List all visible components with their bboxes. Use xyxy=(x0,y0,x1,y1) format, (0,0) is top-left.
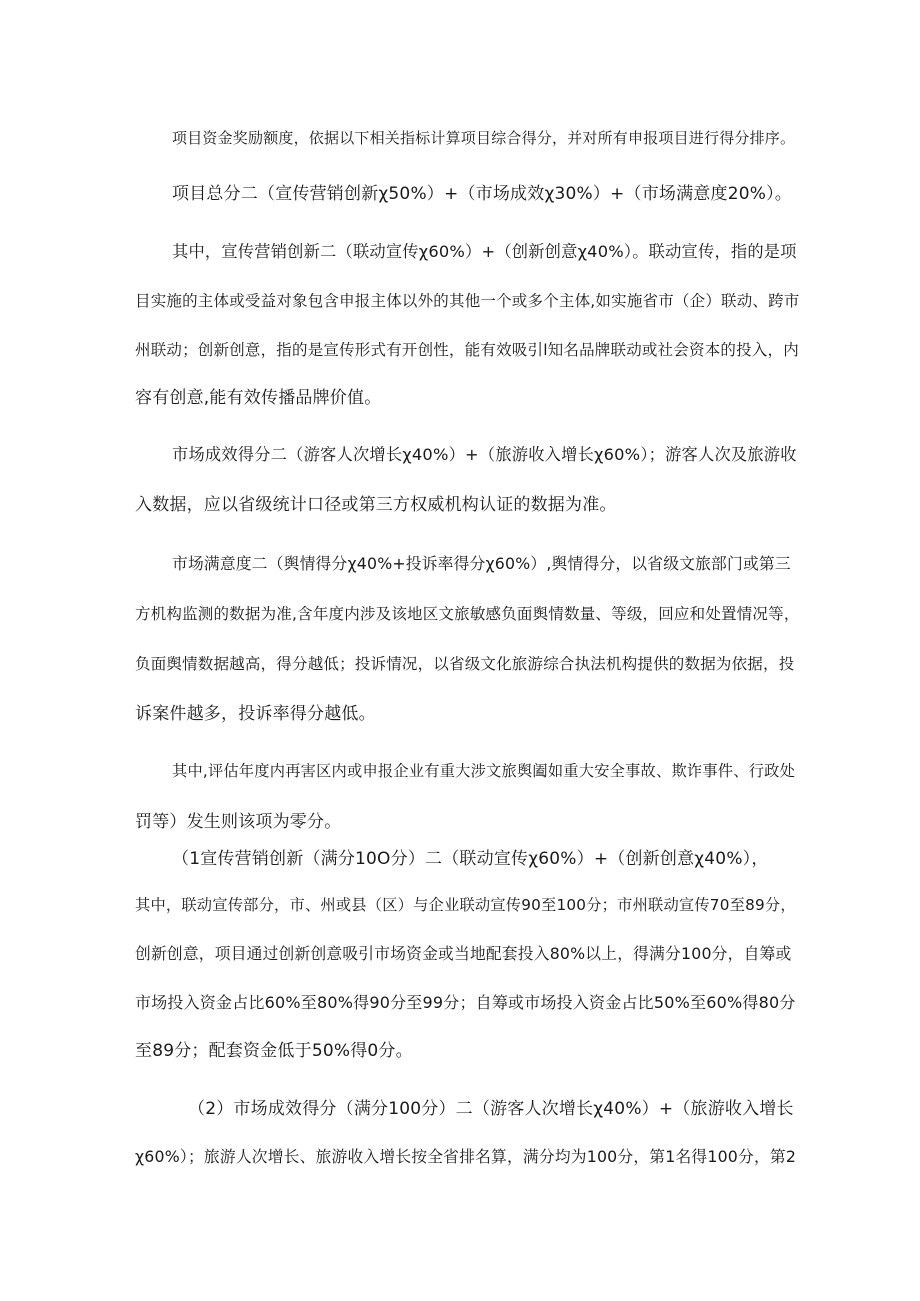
paragraph-line: 项目总分二（宣传营销创新χ50%）+（市场成效χ30%）+（市场满意度20%）。 xyxy=(172,184,792,204)
paragraph-line: 入数据，应以省级统计口径或第三方权威机构认证的数据为准。 xyxy=(135,495,617,515)
paragraph-line: 市场投入资金占比60%至80%得90分至99分；自筹或市场投入资金占比50%至60%得80分 xyxy=(135,993,796,1012)
paragraph-line: 方机构监测的数据为准,含年度内涉及该地区文旅敏感负面舆情数量、等级，回应和处置情况等， xyxy=(135,605,800,623)
paragraph-line: 市场成效得分二（游客人次增长χ40%）+（旅游收入增长χ60%）；游客人次及旅游收 xyxy=(172,445,797,464)
paragraph-line: 市场满意度二（舆情得分χ40%+投诉率得分χ60%）,舆情得分，以省级文旅部门或第三 xyxy=(172,554,791,573)
paragraph-line: 目实施的主体或受益对象包含申报主体以外的其他一个或多个主体,如实施省市（企）联动、跨市 xyxy=(135,292,800,310)
paragraph-line: （2）市场成效得分（满分100分）二（游客人次增长χ40%）+（旅游收入增长 xyxy=(188,1099,794,1119)
paragraph-line: 其中，宣传营销创新二（联动宣传χ60%）+（创新创意χ40%）。联动宣传，指的是项 xyxy=(172,242,797,261)
paragraph-line: 创新创意，项目通过创新创意吸引市场资金或当地配套投入80%以上，得满分100分，自筹或 xyxy=(135,944,792,963)
paragraph-line: 其中，联动宣传部分，市、州或县（区）与企业联动宣传90至100分；市州联动宣传70至89分， xyxy=(135,896,796,914)
paragraph-line: 至89分；配套资金低于50%得0分。 xyxy=(135,1041,413,1061)
paragraph-line: （1宣传营销创新（满分10O分）二（联动宣传χ60%）+（创新创意χ40%）， xyxy=(172,849,769,869)
paragraph-line: 罚等）发生则该项为零分。 xyxy=(135,812,342,832)
paragraph-line: 负面舆情数据越高，得分越低；投诉情况，以省级文化旅游综合执法机构提供的数据为依据，投 xyxy=(135,655,795,673)
paragraph-line: 容有创意,能有效传播品牌价值。 xyxy=(135,388,382,408)
paragraph-line: 州联动；创新创意，指的是宣传形式有开创性，能有效吸引l知名品牌联动或社会资本的投入，内 xyxy=(135,341,799,359)
paragraph-line: 其中,评估年度内再害区内或申报企业有重大涉文旅舆阖如重大安全事故、欺诈事件、行政处 xyxy=(172,762,796,780)
paragraph-line: 诉案件越多，投诉率得分越低。 xyxy=(135,704,376,724)
paragraph-line: χ60%）；旅游人次增长、旅游收入增长按全省排名算，满分均为100分，第1名得100分，第2 xyxy=(135,1147,797,1166)
paragraph-line: 项目资金奖励额度，依据以下相关指标计算项目综合得分，并对所有申报项目进行得分排序。 xyxy=(172,129,796,147)
